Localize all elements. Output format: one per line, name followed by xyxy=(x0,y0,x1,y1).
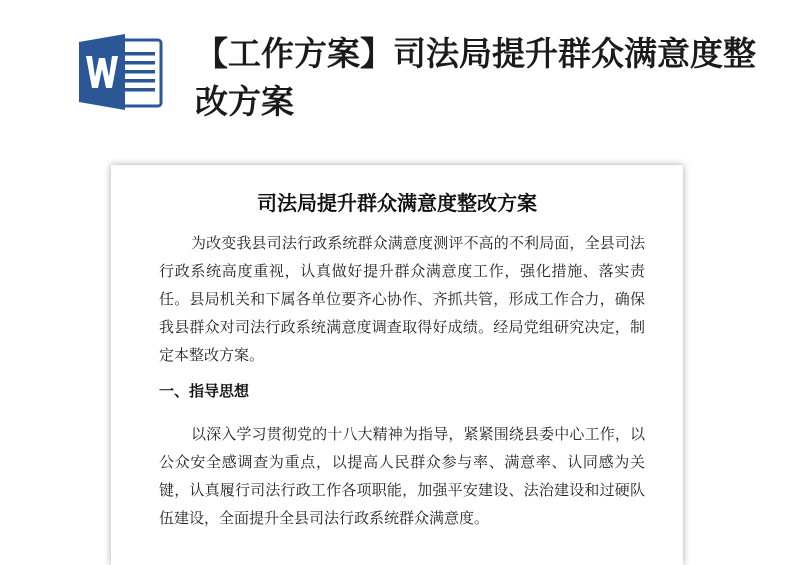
document-page xyxy=(111,165,683,565)
section-paragraph: 以深入学习贯彻党的十八大精神为指导，紧紧围绕县委中心工作，以公众安全感调查为重点，以提高人民群众参与率、满意率、认同感为关键，认真履行司法行政工作各项职能，加强平安建设、法治建设和过硬队伍建设，全面提升全县司法行政系统群众满意度。 xyxy=(159,425,645,527)
section-heading: 一、指导思想 xyxy=(159,382,250,400)
header xyxy=(0,0,800,160)
header-title: 【工作方案】司法局提升群众满意度整改方案 xyxy=(195,34,756,121)
intro-paragraph: 为改变我县司法行政系统群众满意度测评不高的不利局面，全县司法行政系统高度重视，认真做好提升群众满意度工作，强化措施、落实责任。县局机关和下属各单位要齐心协作、齐抓共管，形成工作合力，确保我县群众对司法行政系统满意度调查取得好成绩。经局党组研究决定，制定本整改方案。 xyxy=(159,234,645,364)
word-icon xyxy=(77,32,163,112)
document-title: 司法局提升群众满意度整改方案 xyxy=(257,191,537,215)
